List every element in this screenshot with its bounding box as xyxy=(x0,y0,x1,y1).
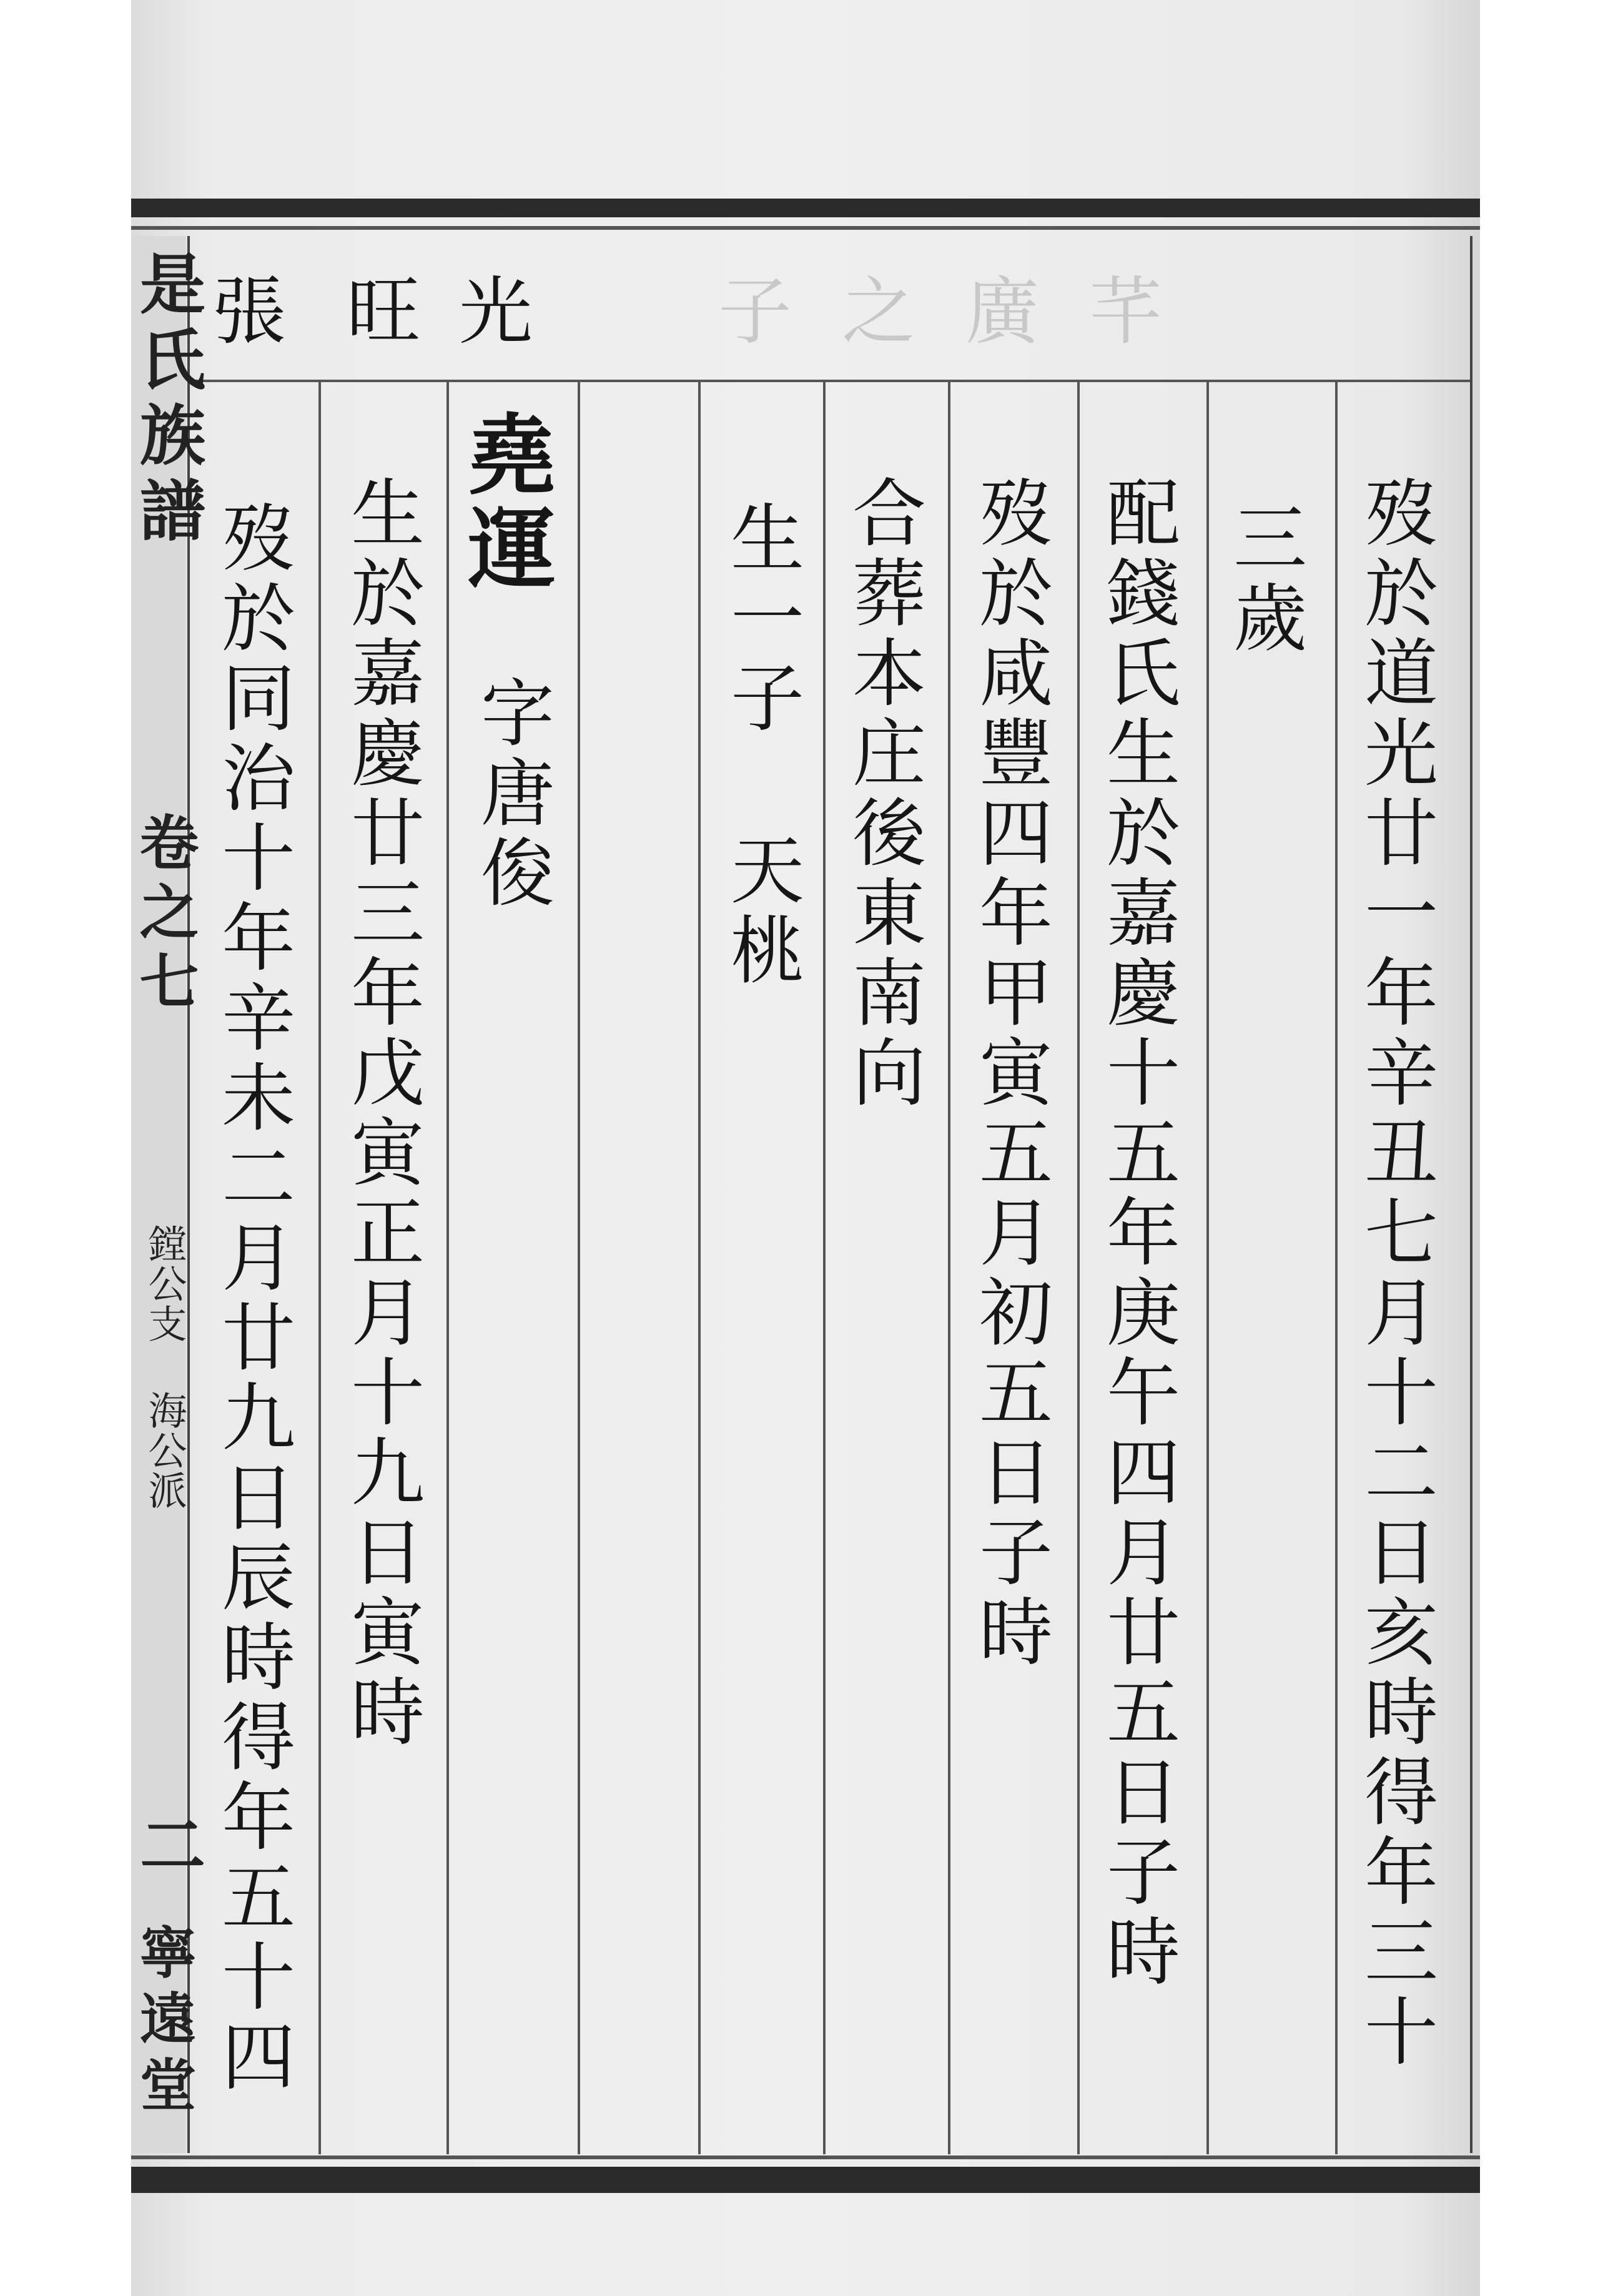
volume-label: 卷之七 xyxy=(131,812,197,1020)
column-5: 合葬本庄後東南向 xyxy=(840,475,926,1114)
column-8: 字唐俊 xyxy=(468,674,555,914)
column-2: 三歲 xyxy=(1221,500,1307,659)
column-divider xyxy=(948,380,950,2154)
show-through-heading: 子之廣芊 xyxy=(718,269,1213,355)
column-1: 歿於道光廿一年辛丑七月十二日亥時得年三十 xyxy=(1352,475,1438,2073)
column-divider xyxy=(1335,380,1338,2154)
header-divider xyxy=(187,380,1470,382)
column-divider xyxy=(446,380,449,2154)
column-divider xyxy=(823,380,826,2154)
bottom-border-rule xyxy=(131,2167,1480,2193)
hall-name: 寧遠堂 xyxy=(131,1923,194,2122)
branch-note: 鏜公支 海公派 xyxy=(142,1224,187,1510)
column-divider xyxy=(698,380,701,2154)
column-divider xyxy=(318,380,321,2154)
column-divider xyxy=(578,380,580,2154)
column-divider xyxy=(1077,380,1080,2154)
column-divider xyxy=(1206,380,1209,2154)
column-9: 生於嘉慶廿三年戊寅正月十九日寅時 xyxy=(338,475,425,1753)
top-border-thin-rule xyxy=(131,226,1480,230)
header-name-guang: 光 xyxy=(459,269,533,355)
book-title: 是氏族譜 xyxy=(131,250,204,552)
header-name-wang: 旺 xyxy=(347,269,421,355)
column-10: 歿於同治十年辛未二月廿九日辰時得年五十四 xyxy=(209,500,295,2098)
column-3: 配錢氏生於嘉慶十五年庚午四月廿五日子時 xyxy=(1094,475,1180,1993)
page-number: 二 xyxy=(131,1811,204,1886)
bottom-border-thin-rule xyxy=(131,2156,1480,2159)
person-name: 堯運 xyxy=(453,409,556,596)
column-6: 生一子 天桃 xyxy=(718,500,804,992)
header-name-zhang: 張 xyxy=(212,269,287,355)
top-border-rule xyxy=(131,199,1480,217)
column-4: 歿於咸豐四年甲寅五月初五日子時 xyxy=(967,475,1053,1673)
